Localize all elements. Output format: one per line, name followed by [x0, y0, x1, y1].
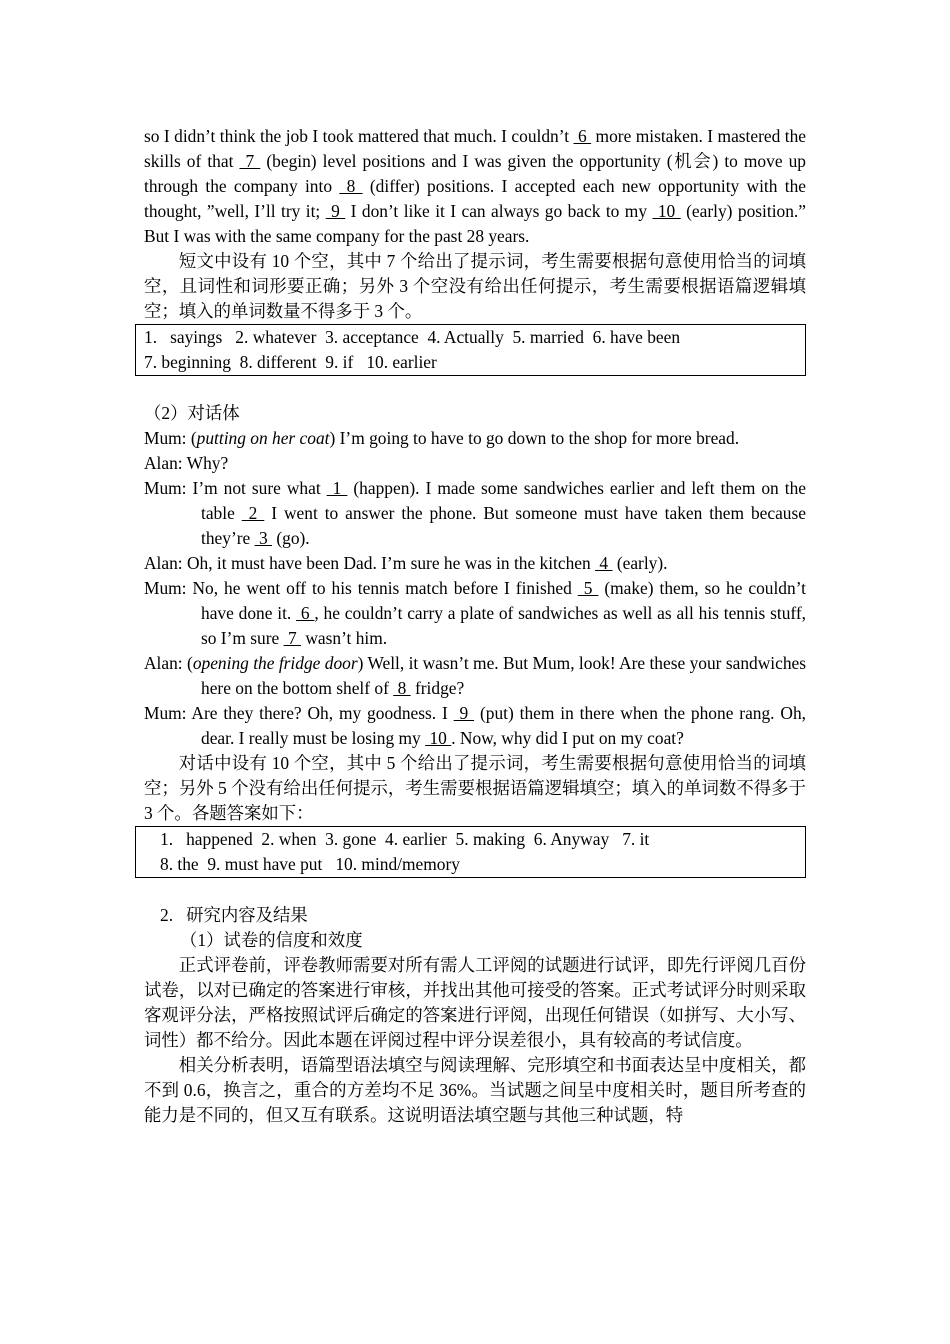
body-paragraph: 相关分析表明，语篇型语法填空与阅读理解、完形填空和书面表达呈中度相关，都不到 0.6，换言之，重合的方差均不足 36%。当试题之间呈中度相关时，题目所考查的能力是不同的，但又互有联系。这说明语法填空题与其他三种试题，特	[144, 1055, 806, 1125]
passage-text: I don’t like it I can always go back to my	[345, 201, 653, 221]
dialogue-text: Mum: (	[144, 428, 197, 448]
dialogue-text: I went to answer the phone. But someone must have taken them because they’re	[201, 503, 806, 548]
dialogue-note: 对话中设有 10 个空，其中 5 个给出了提示词，考生需要根据句意使用恰当的词填空；另外 5 个没有给出任何提示，考生需要根据语篇逻辑填空；填入的单词数不得多于 3 个。各题答案如下：	[144, 753, 806, 823]
dialogue-text: (early).	[612, 553, 668, 573]
dialogue-text: , he couldn’t carry a plate of sandwiches as well as all his tennis stuff, so I’m sure	[201, 603, 807, 648]
answer-line: 7. beginning 8. different 9. if 10. earlier	[144, 352, 437, 372]
passage-note: 短文中设有 10 个空，其中 7 个给出了提示词，考生需要根据句意使用恰当的词填空，且词性和词形要正确；另外 3 个空没有给出任何提示，考生需要根据语篇逻辑填空；填入的单词数量不得多于 3 个。	[144, 251, 806, 321]
dialogue-text: (make) them, so he couldn’t have done it.	[201, 578, 806, 623]
stage-direction: putting on her coat	[196, 428, 330, 448]
blank-10: 10	[652, 201, 681, 221]
body-paragraph: 正式评卷前，评卷教师需要对所有需人工评阅的试题进行试评，即先行评阅几百份试卷，以对已确定的答案进行审核，并找出其他可接受的答案。正式考试评分时则采取客观评分法，严格按照试评后确定的答案进行评阅，出现任何错误（如拼写、大小写、词性）都不给分。因此本题在评阅过程中评分误差很小，具有较高的考试信度。	[144, 955, 806, 1050]
dialogue-text: ) I’m going to have to go down to the shop for more bread.	[329, 428, 740, 448]
answer-line: 1. happened 2. when 3. gone 4. earlier 5. making 6. Anyway 7. it	[160, 829, 650, 849]
blank-7: 7	[283, 628, 301, 648]
blank-8: 8	[339, 176, 363, 196]
passage-ending	[144, 124, 806, 249]
dialogue-line	[144, 476, 806, 551]
answer-line: 1. sayings 2. whatever 3. acceptance 4. Actually 5. married 6. have been	[144, 327, 681, 347]
answer-line: 8. the 9. must have put 10. mind/memory	[160, 854, 460, 874]
dialogue-text: Mum: No, he went off to his tennis match before I finished	[144, 578, 578, 598]
passage-text: more mistaken. I mastered the skills of that	[144, 126, 807, 171]
blank-9: 9	[453, 703, 475, 723]
dialogue-text: Alan: (	[144, 653, 193, 673]
answer-box-passage	[135, 324, 806, 376]
dialogue-text: wasn’t him.	[300, 628, 388, 648]
dialogue-line	[144, 701, 806, 751]
blank-1: 1	[326, 478, 348, 498]
content-column	[144, 124, 806, 1128]
dialogue-text: (go).	[271, 528, 310, 548]
stage-direction: opening the fridge door	[192, 653, 358, 673]
dialogue-text: ) Well, it wasn’t me. But Mum, look! Are these your sandwiches here on the bottom shelf of	[201, 653, 806, 698]
dialogue-line	[144, 551, 806, 576]
blank-10: 10	[425, 728, 452, 748]
dialogue-line: Alan: Why?	[144, 453, 229, 473]
passage-text: (begin) level positions and I was given the opportunity (机会) to move up through the company into	[144, 151, 806, 196]
blank-2: 2	[241, 503, 265, 523]
subsection-heading: （1）试卷的信度和效度	[180, 930, 363, 950]
blank-9: 9	[325, 201, 346, 221]
dialogue-line	[144, 426, 806, 451]
blank-3: 3	[254, 528, 272, 548]
blank-5: 5	[577, 578, 599, 598]
blank-8: 8	[393, 678, 411, 698]
section-heading: 2. 研究内容及结果	[160, 905, 308, 925]
passage-text: (differ) positions. I accepted each new opportunity with the thought, ”well, I’ll try it;	[144, 176, 806, 221]
dialogue-line	[144, 651, 806, 701]
blank-4: 4	[595, 553, 613, 573]
passage-text: so I didn’t think the job I took mattered that much. I couldn’t	[144, 126, 574, 146]
section-heading-dialogue: （2）对话体	[144, 403, 240, 423]
dialogue-text: Mum: Are they there? Oh, my goodness. I	[144, 703, 454, 723]
blank-6: 6	[296, 603, 315, 623]
dialogue-text: Alan: Oh, it must have been Dad. I’m sure he was in the kitchen	[144, 553, 596, 573]
dialogue-text: fridge?	[410, 678, 465, 698]
dialogue-text: . Now, why did I put on my coat?	[451, 728, 684, 748]
passage-text: (early) position.” But I was with the same company for the past 28 years.	[144, 201, 806, 246]
dialogue-line	[144, 576, 806, 651]
blank-7: 7	[239, 151, 261, 171]
answer-box-dialogue	[135, 826, 806, 878]
dialogue-text: (put) them in there when the phone rang. Oh, dear. I really must be losing my	[201, 703, 806, 748]
dialogue-text: Mum: I’m not sure what	[144, 478, 327, 498]
dialogue-text: (happen). I made some sandwiches earlier and left them on the table	[201, 478, 806, 523]
blank-6: 6	[573, 126, 592, 146]
